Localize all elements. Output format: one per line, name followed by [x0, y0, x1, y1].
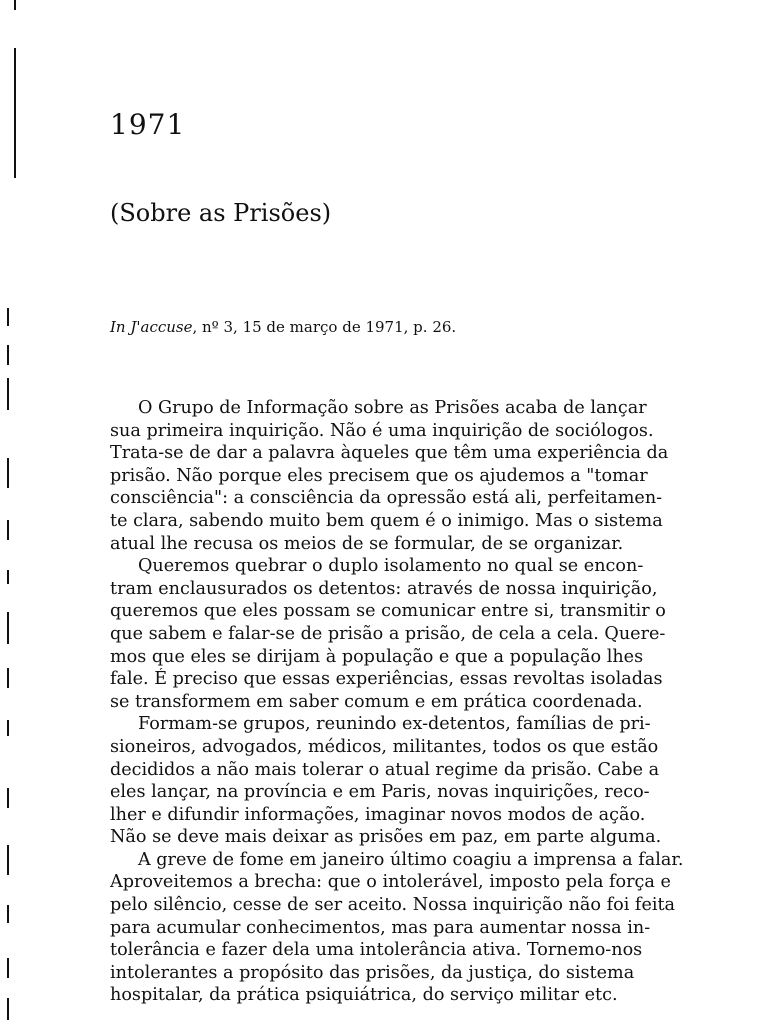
paragraph-line: decididos a não mais tolerar o atual regime da prisão. Cabe a — [110, 759, 660, 780]
scan-edge-mark — [7, 345, 9, 365]
paragraph-line: sioneiros, advogados, médicos, militantes, todos os que estão — [110, 736, 659, 757]
paragraph-line: queremos que eles possam se comunicar entre si, transmitir o — [110, 601, 666, 622]
paragraph-line: que sabem e falar-se de prisão a prisão, de cela a cela. Quere- — [110, 623, 666, 644]
paragraph-line: A greve de fome em janeiro último coagiu a imprensa a falar. — [138, 849, 684, 870]
scan-edge-mark — [7, 720, 9, 736]
paragraph-line: sua primeira inquirição. Não é uma inquirição de sociólogos. — [110, 420, 654, 441]
scan-edge-mark — [7, 998, 9, 1020]
scan-edge-mark — [7, 378, 9, 410]
paragraph-line: O Grupo de Informação sobre as Prisões acaba de lançar — [138, 398, 647, 418]
paragraph-line: para acumular conhecimentos, mas para aumentar nossa in- — [110, 917, 651, 938]
paragraph-line: tolerância e fazer dela uma intolerância ativa. Tornemo-nos — [110, 940, 643, 961]
scan-edge-mark — [7, 520, 9, 540]
source-details: , nº 3, 15 de março de 1971, p. 26. — [192, 318, 457, 336]
scan-edge-mark — [14, 48, 16, 178]
scan-edge-mark — [7, 612, 9, 644]
source-citation — [110, 318, 456, 336]
paragraph-line: lher e difundir informações, imaginar novos modos de ação. — [110, 804, 646, 825]
paragraph-line: te clara, sabendo muito bem quem é o inimigo. Mas o sistema — [110, 510, 663, 531]
body-text — [110, 397, 732, 1007]
source-journal: J'accuse — [130, 318, 193, 336]
paragraph-line: atual lhe recusa os meios de se formular, de se organizar. — [110, 533, 624, 554]
source-prefix: In — [110, 318, 131, 336]
paragraph-line: tram enclausurados os detentos: através de nossa inquirição, — [110, 578, 658, 599]
paragraph-line: consciência": a consciência da opressão está ali, perfeitamen- — [110, 488, 663, 509]
paragraph-line: se transformem em saber comum e em prática coordenada. — [110, 691, 643, 712]
chapter-title: (Sobre as Prisões) — [110, 199, 332, 227]
scan-edge-mark — [7, 788, 9, 808]
chapter-year: 1971 — [110, 108, 186, 141]
paragraph-line: fale. É preciso que essas experiências, essas revoltas isoladas — [110, 669, 663, 690]
scan-edge-mark — [7, 308, 9, 326]
paragraph-line: Formam-se grupos, reunindo ex-detentos, famílias de pri- — [138, 714, 651, 735]
paragraph-line: Trata-se de dar a palavra àqueles que têm uma experiência da — [110, 443, 669, 464]
scan-edge-mark — [7, 905, 9, 923]
paragraph-line: intolerantes a propósito das prisões, da justiça, do sistema — [110, 962, 635, 983]
paragraph-line: prisão. Não porque eles precisem que os ajudemos a "tomar — [110, 465, 648, 486]
scan-edge-mark — [7, 668, 9, 688]
paragraph-line: mos que eles se dirijam à população e que a população lhes — [110, 646, 644, 667]
paragraph-line: eles lançar, na província e em Paris, novas inquirições, reco- — [110, 782, 650, 803]
paragraph-line: pelo silêncio, cesse de ser aceito. Nossa inquirição não foi feita — [110, 895, 676, 916]
paragraph-line: Queremos quebrar o duplo isolamento no qual se encon- — [138, 556, 644, 577]
paragraph-line: hospitalar, da prática psiquiátrica, do serviço militar etc. — [110, 985, 618, 1006]
scan-edge-mark — [7, 845, 9, 875]
scan-edge-mark — [7, 458, 9, 488]
paragraph-line: Não se deve mais deixar as prisões em paz, em parte alguma. — [110, 827, 662, 848]
scan-edge-mark — [7, 570, 9, 584]
scan-edge-mark — [14, 0, 16, 10]
scan-edge-mark — [7, 958, 9, 978]
paragraph-line: Aproveitemos a brecha: que o intolerável, imposto pela força e — [110, 872, 671, 893]
